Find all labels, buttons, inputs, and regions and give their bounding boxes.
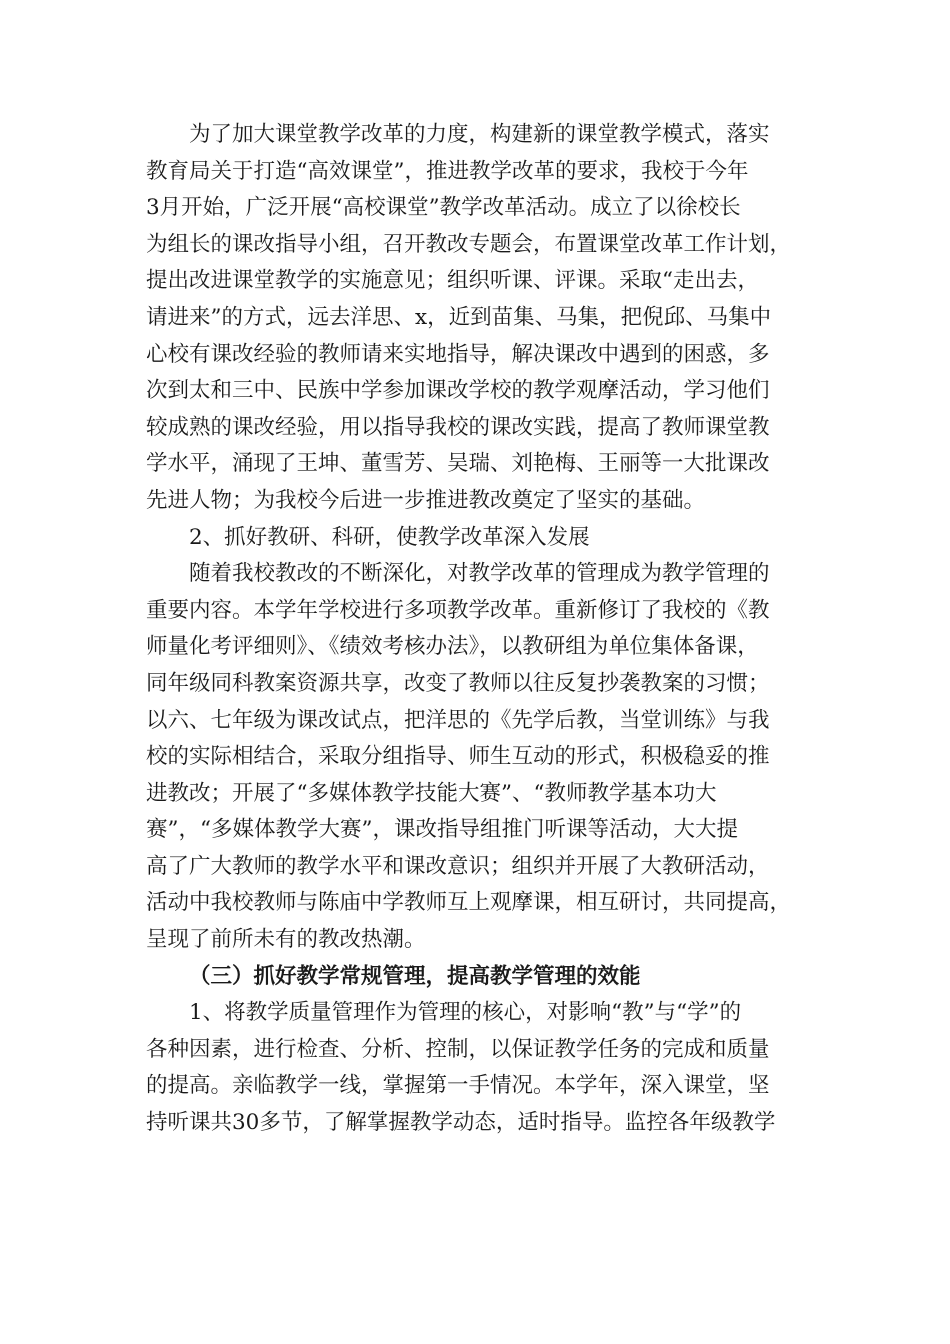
text-line: 活动中我校教师与陈庙中学教师互上观摩课，相互研讨，共同提高， <box>146 890 792 916</box>
text-line: 提出改进课堂教学的实施意见；组织听课、评课。采取“走出去， <box>146 268 759 294</box>
text-line: 较成熟的课改经验，用以指导我校的课改实践，提高了教师课堂教 <box>146 414 770 440</box>
text-line: 重要内容。本学年学校进行多项教学改革。重新修订了我校的《教 <box>146 597 770 623</box>
text-line: 进教改；开展了“多媒体教学技能大赛”、“教师教学基本功大 <box>146 780 717 806</box>
paragraph-classroom-reform <box>146 117 806 520</box>
text-line: 的提高。亲临教学一线，掌握第一手情况。本学年，深入课堂，坚 <box>146 1073 770 1099</box>
text-line: 随着我校教改的不断深化，对教学改革的管理成为教学管理的 <box>189 561 770 587</box>
text-line: 呈现了前所未有的教改热潮。 <box>146 927 426 953</box>
paragraph-research-reform <box>146 556 806 959</box>
subheading-research <box>146 520 806 557</box>
text-line: 同年级同科教案资源共享，改变了教师以往反复抄袭教案的习惯； <box>146 670 770 696</box>
section-heading: （三）抓好教学常规管理，提高教学管理的效能 <box>189 963 641 989</box>
text-line: 持听课共30多节，了解掌握教学动态，适时指导。监控各年级教学 <box>146 1110 776 1136</box>
text-line: 以六、七年级为课改试点，把洋思的《先学后教，当堂训练》与我 <box>146 707 770 733</box>
text-line: 请进来”的方式，远去洋思、x，近到苗集、马集，把倪邱、马集中 <box>146 304 772 330</box>
text-line: 赛”，“多媒体教学大赛”，课改指导组推门听课等活动，大大提 <box>146 817 738 843</box>
text-line: 心校有课改经验的教师请来实地指导，解决课改中遇到的困惑，多 <box>146 341 770 367</box>
text-line: 各种因素，进行检查、分析、控制，以保证教学任务的完成和质量 <box>146 1036 770 1062</box>
text-line: 教育局关于打造“高效课堂”，推进教学改革的要求，我校于今年 <box>146 158 749 184</box>
text-line: 为组长的课改指导小组，召开教改专题会，布置课堂改革工作计划， <box>146 231 792 257</box>
text-line: 次到太和三中、民族中学参加课改学校的教学观摩活动，学习他们 <box>146 378 770 404</box>
paragraph-quality-management <box>146 995 806 1141</box>
text-line: 师量化考评细则》、《绩效考核办法》，以教研组为单位集体备课， <box>146 634 759 660</box>
text-line: 为了加大课堂教学改革的力度，构建新的课堂教学模式，落实 <box>189 122 770 147</box>
document-body <box>146 117 806 1142</box>
section-heading-routine-management <box>146 959 806 996</box>
text-line: 先进人物；为我校今后进一步推进教改奠定了坚实的基础。 <box>146 487 706 513</box>
text-line: 3月开始，广泛开展“高校课堂”教学改革活动。成立了以徐校长 <box>146 195 741 221</box>
text-line: 1、将教学质量管理作为管理的核心，对影响“教”与“学”的 <box>189 1000 742 1026</box>
text-line: 高了广大教师的教学水平和课改意识；组织并开展了大教研活动， <box>146 853 770 879</box>
subheading-line: 2、抓好教研、科研，使教学改革深入发展 <box>189 524 590 550</box>
text-line: 校的实际相结合，采取分组指导、师生互动的形式，积极稳妥的推 <box>146 744 770 770</box>
text-line: 学水平，涌现了王坤、董雪芳、吴瑞、刘艳梅、王丽等一大批课改 <box>146 451 770 477</box>
